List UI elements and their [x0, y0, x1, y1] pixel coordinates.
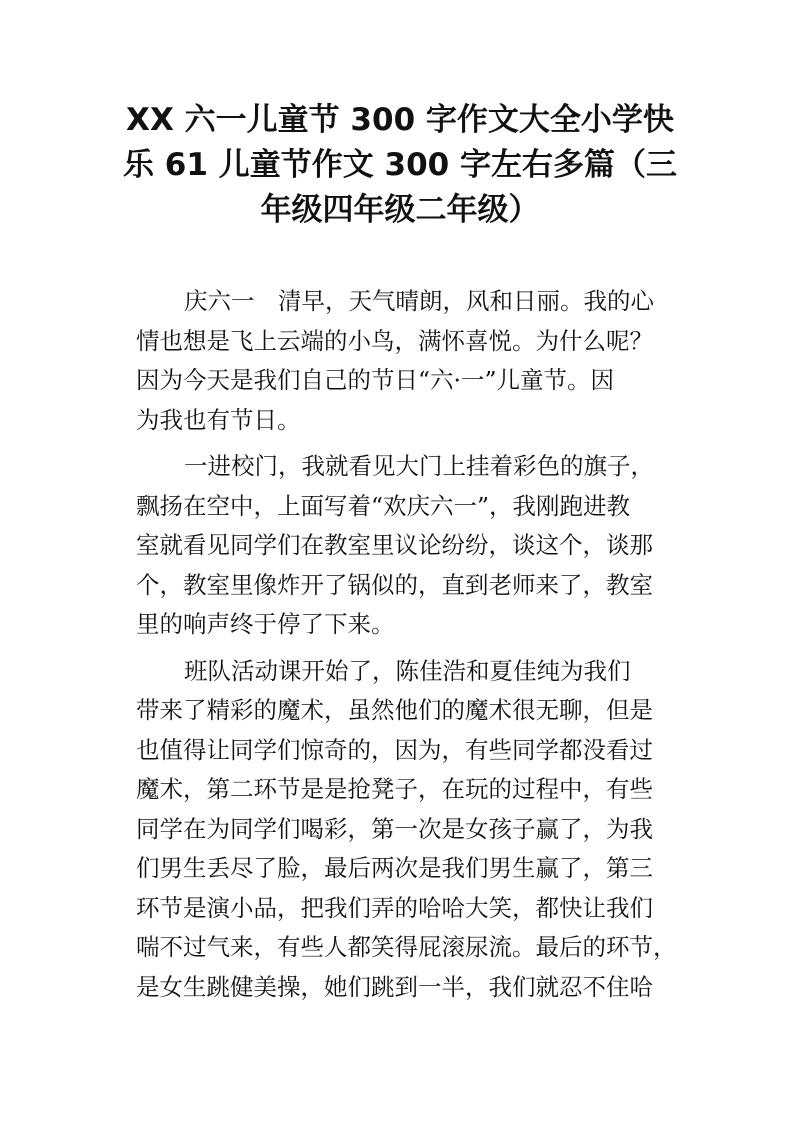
paragraph-line: 飘扬在空中，上面写着“欢庆六一”，我刚跑进教: [136, 491, 631, 520]
paragraph-line: 个，教室里像炸开了锅似的，直到老师来了，教室: [136, 570, 653, 599]
paragraph-3: [136, 652, 676, 1008]
paragraph-line: 一进校门，我就看见大门上挂着彩色的旗子，: [184, 452, 654, 480]
paragraph-line: 里的响声终于停了下来。: [136, 610, 395, 638]
title-line: 年级四年级二年级）: [260, 192, 540, 228]
paragraph-line: 因为今天是我们自己的节日“六·一”儿童节。因: [136, 366, 614, 394]
paragraph-line: 是女生跳健美操，她们跳到一半，我们就忍不住哈: [136, 972, 653, 1001]
title-line: XX 六一儿童节 300 字作文大全小学快: [126, 102, 674, 138]
paragraph-line: 喘不过气来，有些人都笑得屁滚尿流。最后的环节，: [136, 933, 677, 961]
paragraph-line: 室就看见同学们在教室里议论纷纷，谈这个，谈那: [136, 531, 653, 559]
paragraph-line: 们男生丢尽了脸，最后两次是我们男生赢了，第三: [136, 854, 653, 882]
paragraph-line: 同学在为同学们喝彩，第一次是女孩子赢了，为我: [136, 814, 653, 843]
paragraph-line: 情也想是飞上云端的小鸟，满怀喜悦。为什么呢？: [136, 326, 653, 355]
paragraph-line: 为我也有节日。: [136, 405, 301, 434]
document-body: [136, 282, 676, 1007]
document-title: [100, 98, 700, 233]
paragraph-line: 庆六一 清早，天气晴朗，风和日丽。我的心: [184, 287, 654, 315]
paragraph-1: [136, 282, 676, 440]
paragraph-line: 魔术，第二环节是是抢凳子，在玩的过程中，有些: [136, 775, 653, 803]
paragraph-line: 也值得让同学们惊奇的，因为，有些同学都没看过: [136, 735, 653, 764]
paragraph-line: 班队活动课开始了，陈佳浩和夏佳纯为我们: [184, 656, 631, 685]
title-line: 乐 61 儿童节作文 300 字左右多篇（三: [122, 147, 678, 183]
paragraph-2: [136, 447, 676, 645]
paragraph-line: 带来了精彩的魔术，虽然他们的魔术很无聊，但是: [136, 696, 653, 724]
paragraph-line: 环节是演小品，把我们弄的哈哈大笑，都快让我们: [136, 893, 653, 922]
